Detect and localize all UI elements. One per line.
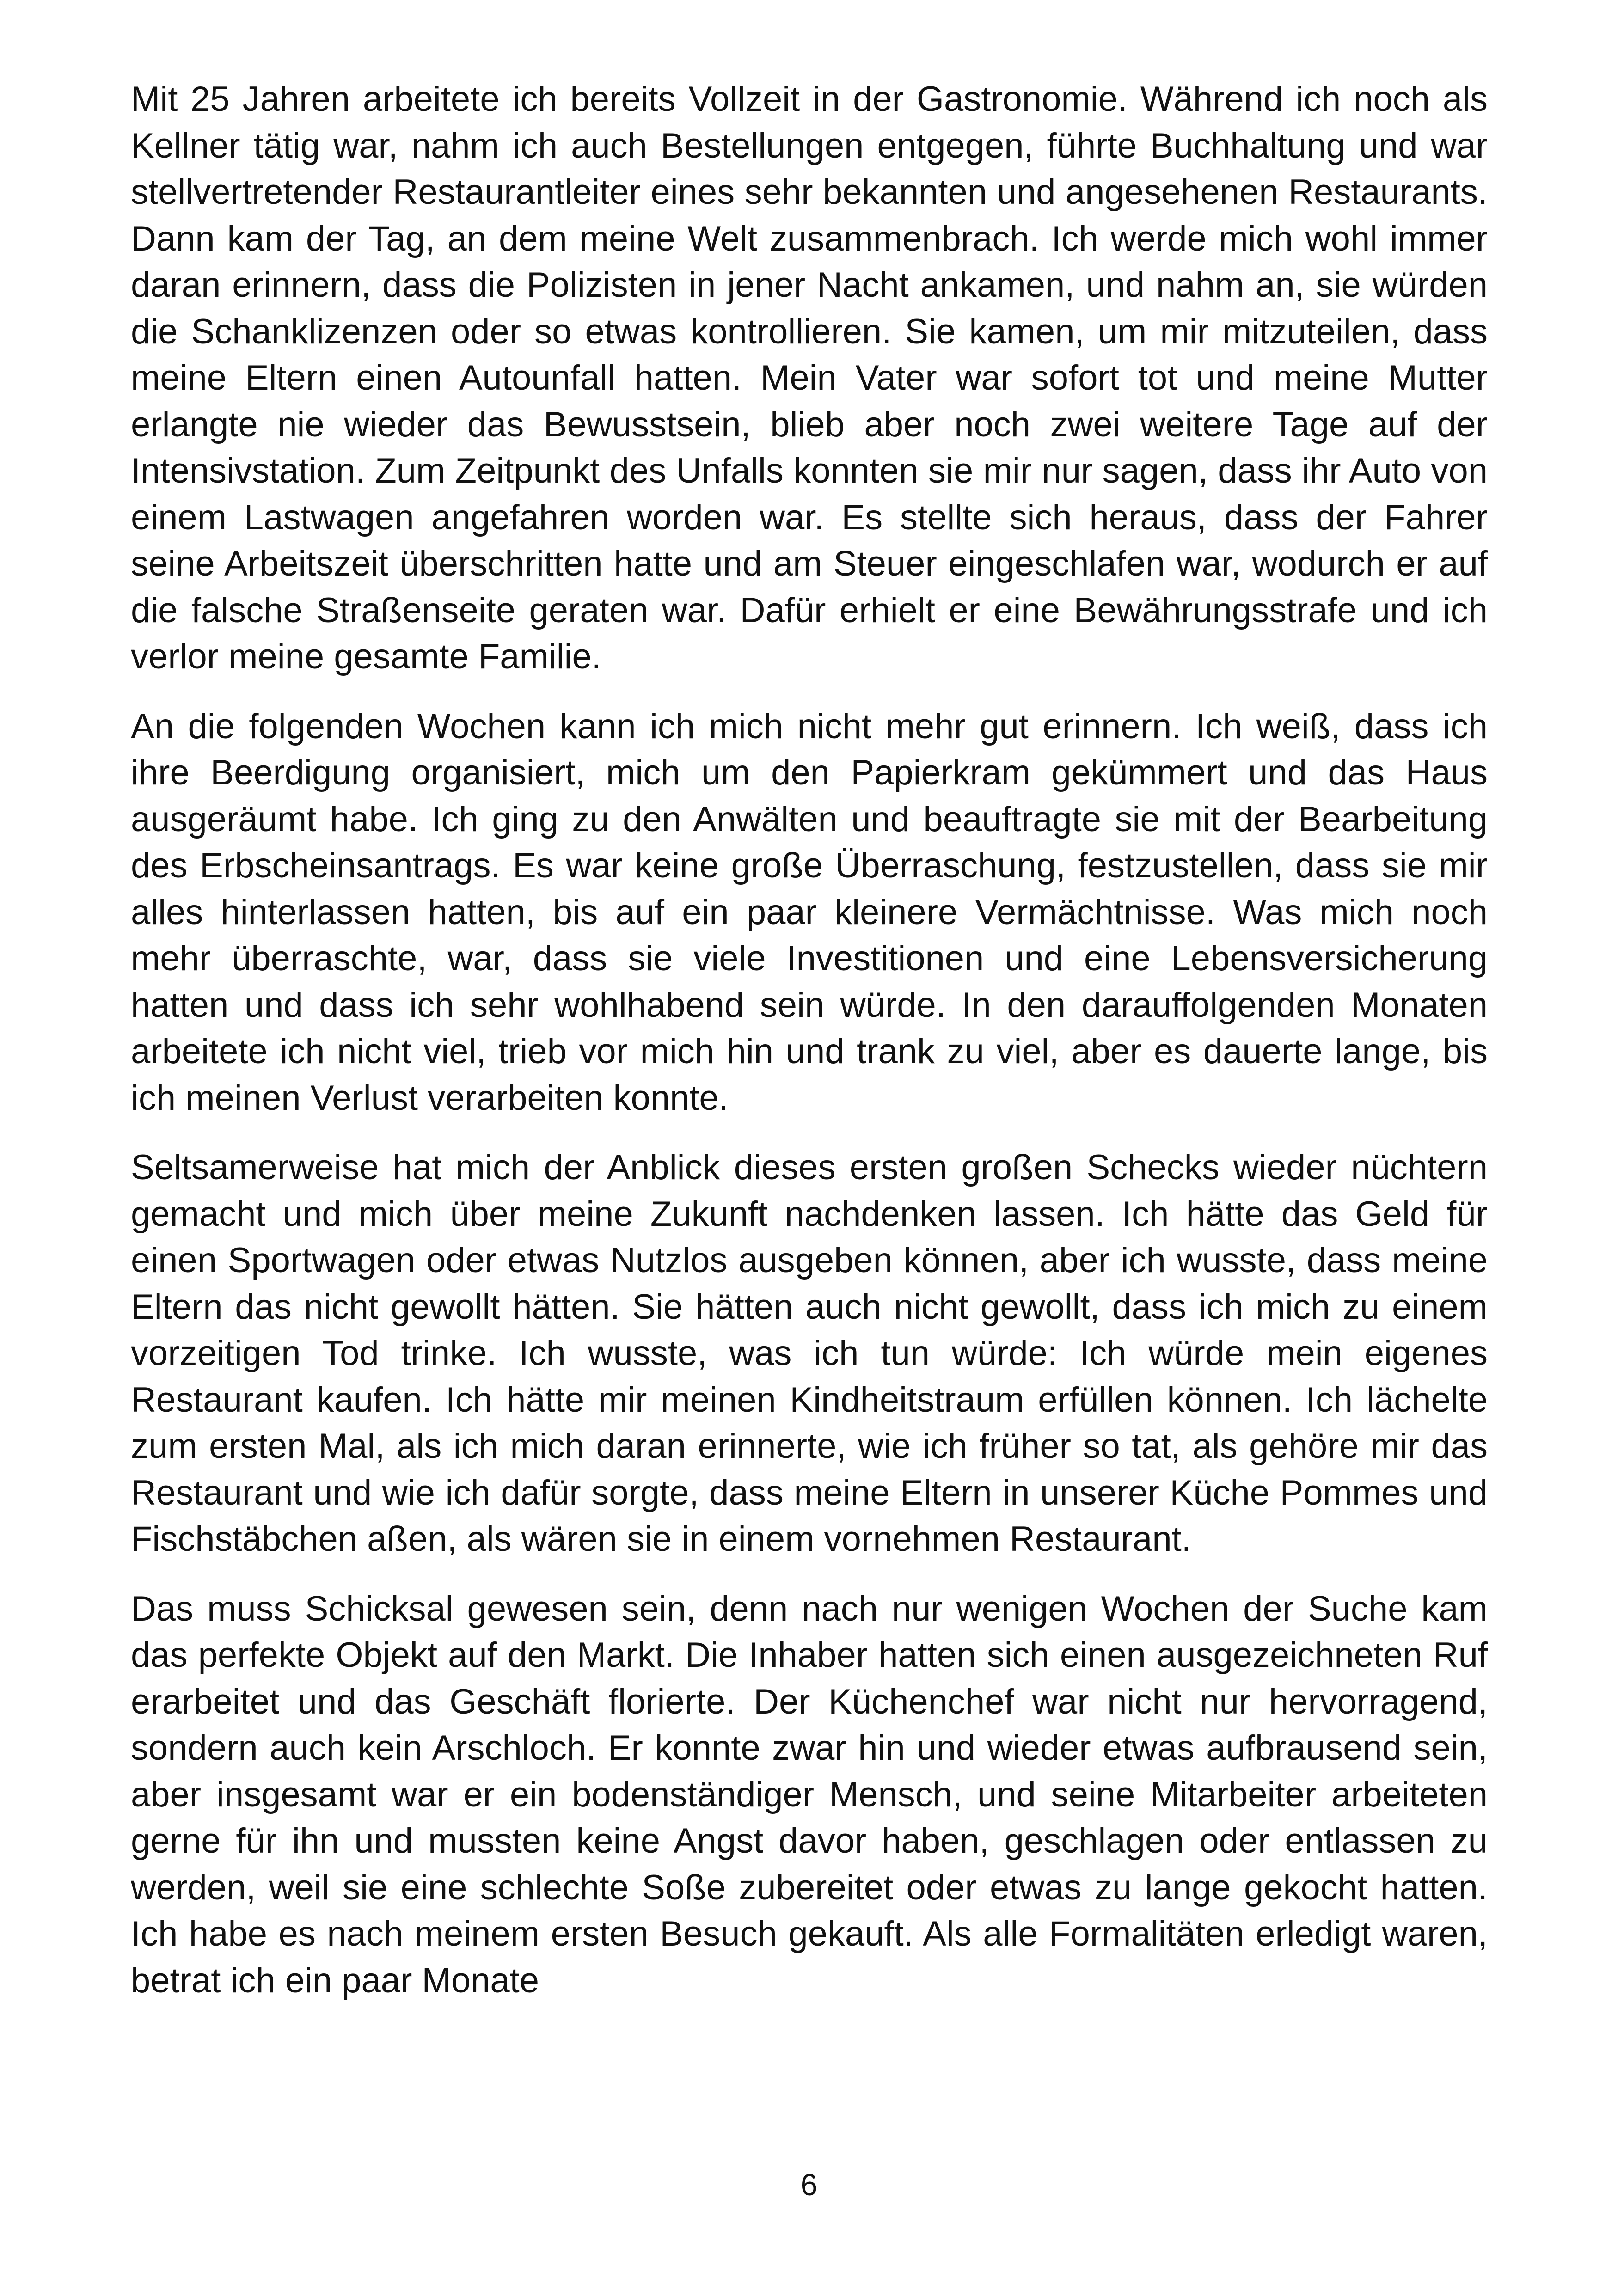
body-text <box>131 76 1488 2027</box>
page-number: 6 <box>800 2167 818 2202</box>
paragraph-3: Seltsamerweise hat mich der Anblick dieses ersten großen Schecks wieder nüchtern gemacht und mich über meine Zukunft nachdenken lassen. Ich hätte das Geld für einen Sportwagen oder etwas Nutzlos ausgeben können, aber ich wusste, dass meine Eltern das nicht gewollt hätten. Sie hätten auch nicht gewollt, dass ich mich zu einem vorzeitigen Tod trinke. Ich wusste, was ich tun würde: Ich würde mein eigenes Restaurant kaufen. Ich hätte mir meinen Kindheitstraum erfüllen können. Ich lächelte zum ersten Mal, als ich mich daran erinnerte, wie ich früher so tat, als gehöre mir das Restaurant und wie ich dafür sorgte, dass meine Eltern in unserer Küche Pommes und Fischstäbchen aßen, als wären sie in einem vornehmen Restaurant. <box>131 1148 1488 1559</box>
paragraph-1: Mit 25 Jahren arbeitete ich bereits Vollzeit in der Gastronomie. Während ich noch als Kellner tätig war, nahm ich auch Bestellungen entgegen, führte Buchhaltung und war stellvertretender Restaurantleiter eines sehr bekannten und angesehenen Restaurants. Dann kam der Tag, an dem meine Welt zusammenbrach. Ich werde mich wohl immer daran erinnern, dass die Polizisten in jener Nacht ankamen, und nahm an, sie würden die Schanklizenzen oder so etwas kontrollieren. Sie kamen, um mir mitzuteilen, dass meine Eltern einen Autounfall hatten. Mein Vater war sofort tot und meine Mutter erlangte nie wieder das Bewusstsein, blieb aber noch zwei weitere Tage auf der Intensivstation. Zum Zeitpunkt des Unfalls konnten sie mir nur sagen, dass ihr Auto von einem Lastwagen angefahren worden war. Es stellte sich heraus, dass der Fahrer seine Arbeitszeit überschritten hatte und am Steuer eingeschlafen war, wodurch er auf die falsche Straßenseite geraten war. Dafür erhielt er eine Bewährungsstrafe und ich verlor meine gesamte Familie. <box>131 80 1488 676</box>
paragraph-2: An die folgenden Wochen kann ich mich nicht mehr gut erinnern. Ich weiß, dass ich ihre Beerdigung organisiert, mich um den Papierkram gekümmert und das Haus ausgeräumt habe. Ich ging zu den Anwälten und beauftragte sie mit der Bearbeitung des Erbscheinsantrags. Es war keine große Überraschung, festzustellen, dass sie mir alles hinterlassen hatten, bis auf ein paar kleinere Vermächtnisse. Was mich noch mehr überraschte, war, dass sie viele Investitionen und eine Lebensversicherung hatten und dass ich sehr wohlhabend sein würde. In den darauffolgenden Monaten arbeitete ich nicht viel, trieb vor mich hin und trank zu viel, aber es dauerte lange, bis ich meinen Verlust verarbeiten konnte. <box>131 706 1488 1118</box>
paragraph-4: Das muss Schicksal gewesen sein, denn nach nur wenigen Wochen der Suche kam das perfekte Objekt auf den Markt. Die Inhaber hatten sich einen ausgezeichneten Ruf erarbeitet und das Geschäft florierte. Der Küchenchef war nicht nur hervorragend, sondern auch kein Arschloch. Er konnte zwar hin und wieder etwas aufbrausend sein, aber insgesamt war er ein bodenständiger Mensch, und seine Mitarbeiter arbeiteten gerne für ihn und mussten keine Angst davor haben, geschlagen oder entlassen zu werden, weil sie eine schlechte Soße zubereitet oder etwas zu lange gekocht hatten. Ich habe es nach meinem ersten Besuch gekauft. Als alle Formalitäten erledigt waren, betrat ich ein paar Monate <box>131 1589 1488 2000</box>
